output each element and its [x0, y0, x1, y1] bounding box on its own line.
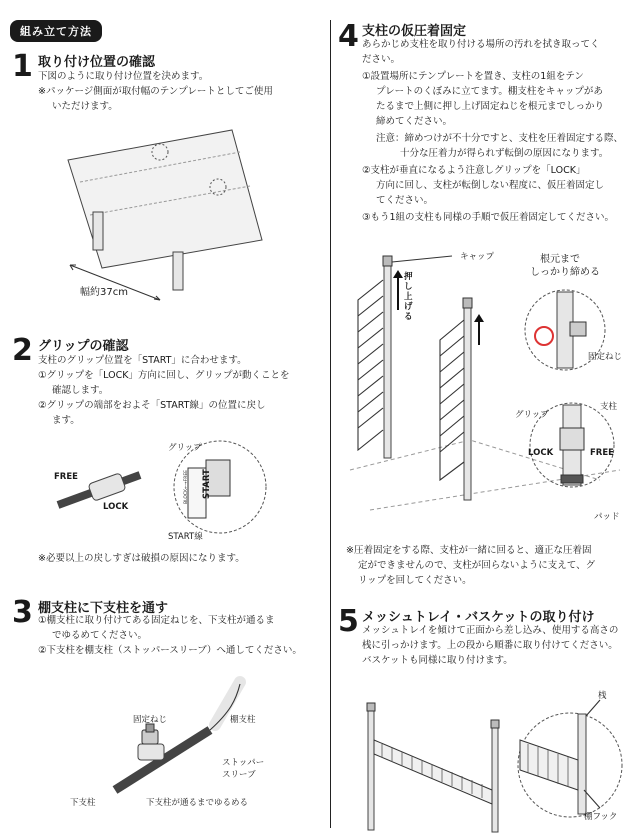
- step-1-text-2: ※パッケージ側面が取付幅のテンプレートとしてご使用: [38, 86, 273, 97]
- pole-label: 支柱: [600, 402, 618, 412]
- lock-label-2: LOCK: [528, 448, 554, 458]
- free-label-2: FREE: [590, 448, 614, 458]
- step-2-note: ※必要以上の戻しすぎは破損の原因になります。: [38, 553, 245, 564]
- step-1-number: 1: [12, 49, 33, 84]
- start-line-label: START線: [168, 532, 203, 542]
- step-4-title: 支柱の仮圧着固定: [362, 24, 467, 39]
- step-4-text-8: 十分な圧着力が得られず転倒の原因になります。: [400, 148, 609, 159]
- step-5-number: 5: [338, 604, 359, 639]
- free-label: FREE: [54, 472, 78, 482]
- step-4-text-10: 方向に回し、支柱が転倒しない程度に、仮圧着固定し: [376, 180, 605, 191]
- lock-label: LOCK: [103, 502, 129, 512]
- step-5-text-3: バスケットも同様に取り付けます。: [362, 655, 513, 666]
- step-4-text-5: たるまで上側に押し上げ固定ねじを根元までしっかり: [376, 101, 605, 112]
- step-2-text-2: ①グリップを「LOCK」方向に回し、グリップが動くことを: [38, 370, 290, 381]
- step-5-title: メッシュトレイ・バスケットの取り付け: [362, 610, 595, 625]
- tighten-label-1: 根元まで: [540, 254, 580, 265]
- step-4-text-7: 注意：締めつけが不十分ですと、支柱を圧着固定する際、: [376, 133, 624, 144]
- step-2-title: グリップの確認: [38, 339, 129, 354]
- step-3-text-3: ②下支柱を棚支柱（ストッパースリーブ）へ通してください。: [38, 645, 302, 656]
- step-4-note-2: 定ができませんので、支柱が回らないように支えて、グ: [358, 560, 596, 571]
- block-free-tiny-text: BLOCK←→FREE: [184, 469, 189, 504]
- step-3-title: 棚支柱に下支柱を通す: [38, 601, 169, 616]
- shelf-pole-label: 棚支柱: [230, 715, 256, 725]
- step-4-text-1: あらかじめ支柱を取り付ける場所の汚れを拭き取ってく: [362, 39, 600, 50]
- step-4-text-11: てください。: [376, 195, 434, 206]
- step-1-text-3: いただけます。: [52, 101, 118, 112]
- step-3-text-2: でゆるめてください。: [52, 630, 148, 641]
- width-label: 幅約37cm: [80, 287, 128, 298]
- lower-pole-label: 下支柱: [70, 798, 96, 808]
- screw-label: 固定ねじ: [133, 715, 168, 725]
- step-4-text-9: ②支柱が垂直になるよう注意しグリップを「LOCK」: [362, 165, 586, 176]
- shelf-hook-label: 棚フック: [584, 812, 618, 822]
- start-label: START: [202, 469, 212, 499]
- grip-label-2: グリップ: [515, 410, 549, 420]
- rail-label: 桟: [598, 691, 607, 701]
- push-up-label: 押し上げる: [404, 272, 413, 322]
- loosen-label: 下支柱が通るまでゆるめる: [146, 798, 249, 808]
- step-3-text-1: ①棚支柱に取り付けてある固定ねじを、下支柱が通るま: [38, 615, 275, 626]
- step-4-note-1: ※圧着固定をする際、支柱が一緒に回ると、適正な圧着固: [346, 545, 592, 556]
- stopper-label-2: スリーブ: [222, 770, 256, 780]
- step-4-note-3: リップを回してください。: [358, 575, 472, 586]
- grip-label: グリップ: [168, 443, 202, 453]
- step-4-text-2: ださい。: [362, 54, 401, 65]
- step-2-text-5: ます。: [52, 415, 80, 426]
- tighten-label-2: しっかり締める: [530, 267, 600, 278]
- cap-label: キャップ: [460, 252, 495, 262]
- step-4-text-12: ③もう1組の支柱も同様の手順で仮圧着固定してください。: [362, 212, 615, 223]
- step-5-text-1: メッシュトレイを傾けて正面から差し込み、使用する高さの: [362, 625, 619, 636]
- step-4-number: 4: [338, 19, 359, 54]
- step-1-title: 取り付け位置の確認: [38, 55, 156, 70]
- step-2-text-1: 支柱のグリップ位置を「START」に合わせます。: [38, 355, 247, 366]
- step-4-text-3: ①設置場所にテンプレートを置き、支柱の1組をテン: [362, 71, 584, 82]
- step-4-text-4: プレートのくぼみに立てます。棚支柱をキャップがあ: [376, 86, 603, 97]
- step-2-text-4: ②グリップの端部をおよそ「START線」の位置に戻し: [38, 400, 266, 411]
- step-4-text-6: 締めてください。: [376, 116, 453, 127]
- pad-label: パッド: [594, 512, 620, 522]
- step-3-number: 3: [12, 595, 33, 630]
- step-1-text-1: 下図のように取り付け位置を決めます。: [38, 71, 209, 82]
- section-badge: 組み立て方法: [10, 20, 102, 42]
- step-2-number: 2: [12, 333, 33, 368]
- step-2-text-3: 確認します。: [52, 385, 109, 396]
- stopper-label-1: ストッパー: [222, 758, 265, 768]
- screw-label-2: 固定ねじ: [588, 352, 623, 362]
- step-5-text-2: 桟に引っかけます。上の段から順番に取り付けてください。: [362, 640, 618, 651]
